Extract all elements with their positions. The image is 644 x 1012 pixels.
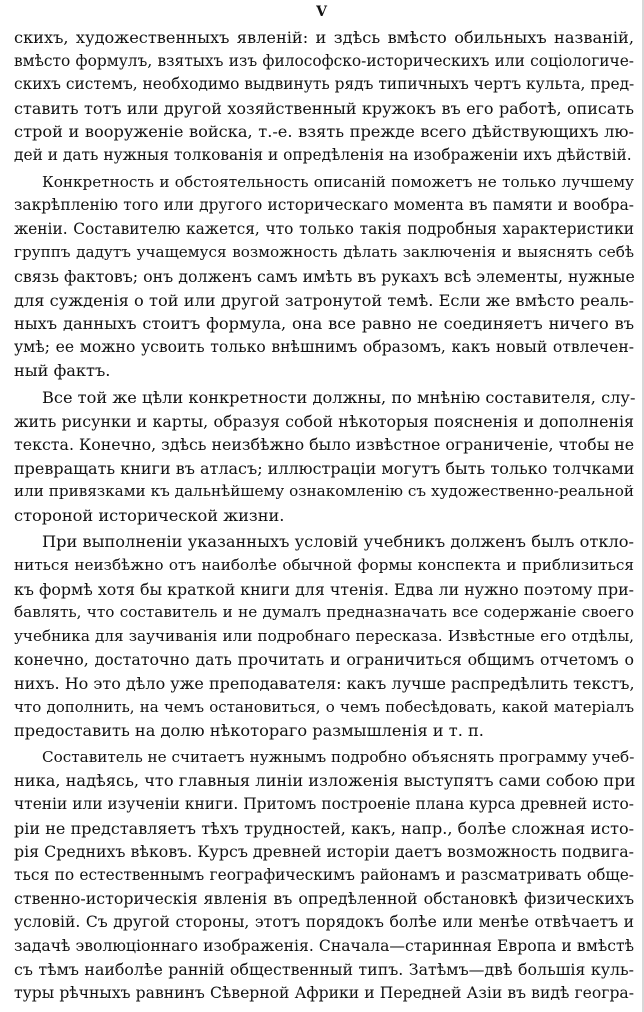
text-line: ставить тотъ или другой хозяйственный кружокъ въ его работѣ, описать — [14, 98, 634, 118]
paragraph-2 — [14, 171, 634, 383]
text-line: туры рѣчныхъ равнинъ Сѣверной Африки и Передней Азіи въ видѣ геогра- — [14, 983, 634, 1002]
text-line: съ тѣмъ наиболѣе ранній общественный типъ. Затѣмъ—двѣ большія куль- — [14, 960, 634, 980]
text-line: условій. Съ другой стороны, этотъ порядокъ болѣе или менѣе отвѣчаетъ и — [14, 912, 634, 931]
text-line: чтеніи или изученіи книги. Притомъ построеніе плана курса древней исто- — [14, 795, 634, 813]
text-line: женіи. Составителю кажется, что только такія подробныя характеристики — [14, 219, 634, 238]
text-line: жить рисунки и карты, образуя собой нѣкоторыя поясненія и дополненія — [14, 411, 634, 431]
text-line: рія Среднихъ вѣковъ. Курсъ древней исторіи даетъ возможность подвига- — [14, 842, 634, 862]
text-line: конечно, достаточно дать прочитать и ограничиться общимъ отчетомъ о — [14, 650, 634, 670]
text-line: строй и вооруженіе войска, т.-е. взять прежде всего дѣйствующихъ лю- — [14, 122, 634, 142]
text-line: учебника для заучиванія или подробнаго пересказа. Извѣстные его отдѣлы, — [14, 626, 634, 645]
text-line: Все той же цѣли конкретности должны, по мнѣнію составителя, слу- — [42, 387, 636, 407]
text-line: для сужденія о той или другой затронутой темѣ. Если же вмѣсто реаль- — [14, 290, 634, 310]
text-line: дей и дать нужныя толкованія и опредѣленія на изображеніи ихъ дѣйствій. — [14, 145, 632, 164]
text-line: ниться неизбѣжно отъ наиболѣе обычной формы конспекта и приблизиться — [14, 556, 634, 575]
text-line: ный фактъ. — [14, 361, 111, 381]
body-text — [14, 26, 634, 1005]
text-line: скихъ, художественныхъ явленій: и здѣсь вмѣсто обильныхъ названій, — [14, 28, 634, 47]
paragraph-1 — [14, 26, 634, 168]
text-line: къ формѣ хотя бы краткой книги для чтенія. Едва ли нужно поэтому при- — [14, 579, 634, 599]
paragraph-3 — [14, 386, 634, 528]
text-line: умѣ; ее можно усвоить только внѣшнимъ образомъ, какъ новый отвлечен- — [14, 337, 634, 356]
paragraph-5 — [14, 746, 634, 1006]
text-line: вмѣсто формулъ, взятыхъ изъ философско-историческихъ или соціологиче- — [14, 51, 634, 70]
text-line: При выполненіи указанныхъ условій учебникъ долженъ былъ откло- — [42, 532, 634, 552]
text-line: предоставить на долю нѣкотораго размышленія и т. п. — [14, 721, 484, 741]
text-line: задачѣ эволюціоннаго изображенія. Сначала—старинная Европа и вмѣстѣ — [14, 936, 634, 955]
text-line: ріи не представляетъ тѣхъ трудностей, какъ, напр., болѣе сложная исто- — [14, 818, 634, 838]
text-line: бавлять, что составитель и не думалъ предназначать все содержаніе своего — [14, 603, 634, 622]
text-line: ныхъ данныхъ стоитъ формула, она все равно не соединяетъ ничего въ — [14, 314, 634, 334]
text-line: Составитель не считаетъ нужнымъ подробно объяснять программу учеб- — [42, 747, 635, 766]
text-line: ника, надѣясь, что главныя линіи изложенія выступятъ сами собою при — [14, 771, 636, 791]
text-line: скихъ системъ, необходимо выдвинуть рядъ типичныхъ чертъ культа, пред- — [14, 75, 635, 94]
text-line: или привязками къ дальнѣйшему ознакомленію съ художественно-реальной — [14, 482, 634, 501]
text-line: связь фактовъ; онъ долженъ самъ имѣть въ рукахъ всѣ элементы, нужные — [14, 266, 635, 286]
text-line: закрѣпленію того или другого историческаго момента въ памяти и вообра- — [14, 196, 634, 215]
text-line: нихъ. Но это дѣло уже преподавателя: какъ лучше распредѣлить текстъ, — [14, 674, 635, 694]
page-number: V — [316, 4, 328, 20]
text-line: текста. Конечно, здѣсь неизбѣжно было извѣстное ограниченіе, чтобы не — [14, 435, 635, 455]
text-line: стороной исторической жизни. — [14, 505, 285, 525]
text-line: группъ дадутъ учащемуся возможность дѣлать заключенія и выяснять себѣ — [14, 243, 634, 262]
text-line: Конкретность и обстоятельность описаній поможетъ не только лучшему — [42, 172, 634, 191]
text-line: что дополнить, на чемъ остановиться, о чемъ побесѣдовать, какой матеріалъ — [14, 697, 634, 716]
text-line: превращать книги въ атласъ; иллюстраціи могутъ быть только толчками — [14, 458, 635, 478]
text-line: ственно-историческія явленія въ опредѣленной обстановкѣ физическихъ — [14, 889, 634, 909]
paragraph-4 — [14, 530, 634, 742]
text-line: ться по естественнымъ географическимъ районамъ и разсматривать обще- — [14, 865, 634, 884]
